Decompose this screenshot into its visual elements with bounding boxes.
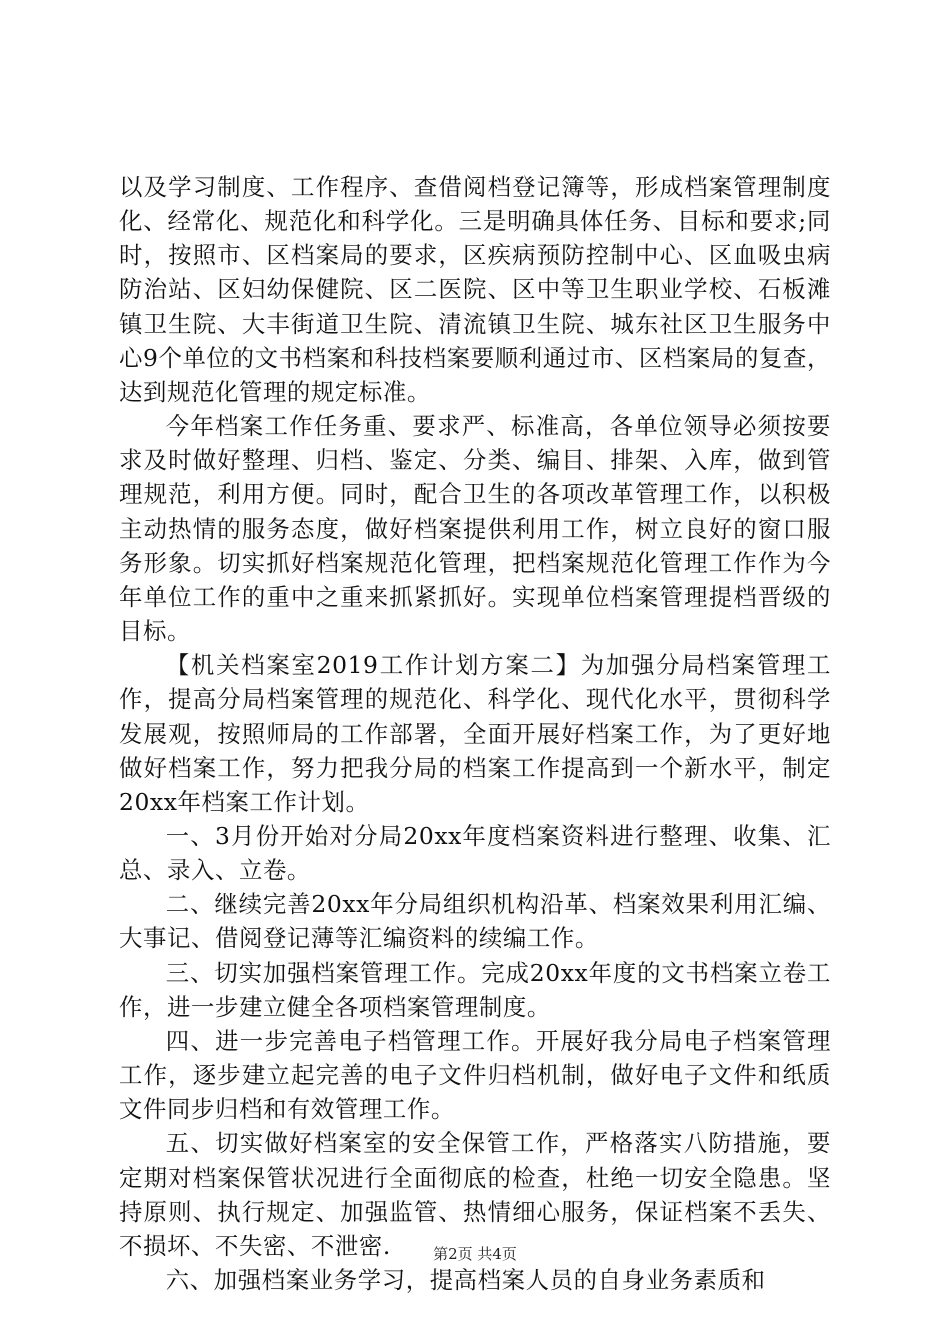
paragraph-item-2: 二、继续完善20xx年分局组织机构沿革、档案效果利用汇编、大事记、借阅登记薄等汇编资料的续编工作。 xyxy=(119,890,831,953)
paragraph-item-1: 一、3月份开始对分局20xx年度档案资料进行整理、收集、汇总、录入、立卷。 xyxy=(119,821,831,885)
paragraph-item-3: 三、切实加强档案管理工作。完成20xx年度的文书档案立卷工作，进一步建立健全各项档案管理制度。 xyxy=(119,958,831,1021)
paragraph-item-6: 六、加强档案业务学习，提高档案人员的自身业务素质和 xyxy=(165,1266,766,1294)
paragraph-plan-two-intro: 【机关档案室2019工作计划方案二】为加强分局档案管理工作，提高分局档案管理的规范化、科学化、现代化水平，贯彻科学发展观，按照师局的工作部署，全面开展好档案工作，为了更好地做好档案工作，努力把我分局的档案工作提高到一个新水平，制定20xx年档案工作计划。 xyxy=(119,651,831,816)
paragraph-continuation: 以及学习制度、工作程序、查借阅档登记簿等，形成档案管理制度化、经常化、规范化和科学化。三是明确具体任务、目标和要求;同时，按照市、区档案局的要求，区疾病预防控制中心、区血吸虫病防治站、区妇幼保健院、区二医院、区中等卫生职业学校、石板滩镇卫生院、大丰街道卫生院、清流镇卫生院、城东社区卫生服务中心9个单位的文书档案和科技档案要顺利通过市、区档案局的复查，达到规范化管理的规定标准。 xyxy=(119,173,831,406)
document-body xyxy=(119,170,831,1297)
paragraph-archive-task: 今年档案工作任务重、要求严、标准高，各单位领导必须按要求及时做好整理、归档、鉴定、分类、编目、排架、入库，做到管理规范，利用方便。同时，配合卫生的各项改革管理工作，以积极主动热情的服务态度，做好档案提供利用工作，树立良好的窗口服务形象。切实抓好档案规范化管理，把档案规范化管理工作作为今年单位工作的重中之重来抓紧抓好。实现单位档案管理提档晋级的目标。 xyxy=(119,412,831,646)
paragraph-item-4: 四、进一步完善电子档管理工作。开展好我分局电子档案管理工作，逐步建立起完善的电子文件归档机制，做好电子文件和纸质文件同步归档和有效管理工作。 xyxy=(119,1026,831,1124)
page-number-footer: 第2页 共4页 xyxy=(433,1245,517,1263)
paragraph-item-5: 五、切实做好档案室的安全保管工作，严格落实八防措施，要定期对档案保管状况进行全面彻底的检查，杜绝一切安全隐患。坚持原则、执行规定、加强监管、热情细心服务，保证档案不丢失、不损坏、不失密、不泄密. xyxy=(119,1129,831,1260)
